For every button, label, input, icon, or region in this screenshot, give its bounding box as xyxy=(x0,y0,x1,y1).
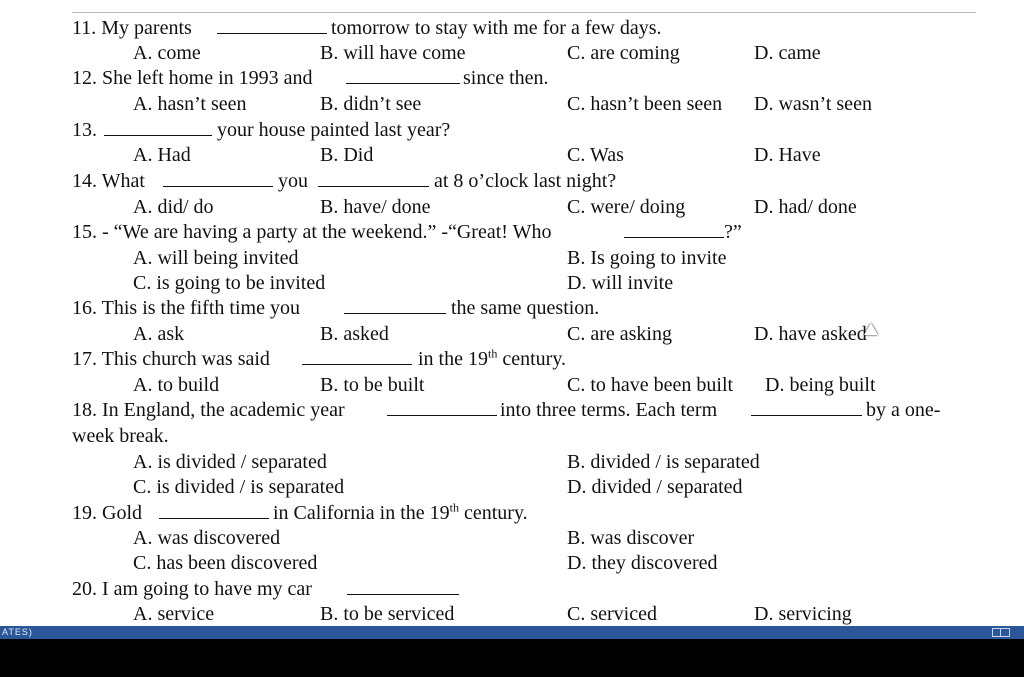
question-text-tail: century. xyxy=(497,348,567,370)
question-text: 19. Gold xyxy=(72,502,142,524)
answer-option: B. Is going to invite xyxy=(567,247,727,269)
question-text: week break. xyxy=(72,425,169,447)
answer-option: A. service xyxy=(133,603,215,625)
question-text: 12. She left home in 1993 and xyxy=(72,67,313,89)
answer-blank xyxy=(217,17,327,34)
answer-option: D. wasn’t seen xyxy=(754,93,872,115)
question-text: in California in the 19th century. xyxy=(273,500,528,524)
answer-option: D. Have xyxy=(754,144,821,166)
question-text xyxy=(300,348,414,370)
answer-option: B. was discover xyxy=(567,527,695,549)
answer-option: A. hasn’t seen xyxy=(133,93,247,115)
answer-blank xyxy=(159,502,269,519)
question-text: by a one- xyxy=(866,399,941,421)
question-text: the same question. xyxy=(451,297,600,319)
question-text: your house painted last year? xyxy=(217,119,451,141)
read-mode-icon[interactable] xyxy=(992,628,1010,637)
question-text: 16. This is the fifth time you xyxy=(72,297,300,319)
question-text: 14. What xyxy=(72,170,145,192)
answer-option: B. to be built xyxy=(320,374,425,396)
answer-option: A. come xyxy=(133,42,201,64)
answer-option: C. to have been built xyxy=(567,374,734,396)
answer-option: B. didn’t see xyxy=(320,93,422,115)
mouse-cursor-icon xyxy=(864,323,878,335)
question-text xyxy=(622,221,726,243)
superscript: th xyxy=(449,500,459,515)
question-text xyxy=(157,502,271,524)
answer-option: C. serviced xyxy=(567,603,657,625)
answer-option: D. servicing xyxy=(754,603,852,625)
question-text: tomorrow to stay with me for a few days. xyxy=(331,17,662,39)
answer-option: A. did/ do xyxy=(133,196,214,218)
question-text: in the 19th century. xyxy=(418,346,567,370)
answer-option: A. will being invited xyxy=(133,247,299,269)
answer-blank xyxy=(104,119,212,136)
answer-option: C. were/ doing xyxy=(567,196,686,218)
answer-option: D. they discovered xyxy=(567,552,718,574)
answer-blank xyxy=(624,221,724,238)
header-rule xyxy=(72,12,976,13)
question-text: 11. My parents xyxy=(72,17,192,39)
answer-option: A. to build xyxy=(133,374,220,396)
question-text: 18. In England, the academic year xyxy=(72,399,345,421)
answer-option: C. is divided / is separated xyxy=(133,476,345,498)
answer-blank xyxy=(344,297,446,314)
question-text xyxy=(385,399,499,421)
answer-blank xyxy=(318,170,429,187)
answer-blank xyxy=(302,348,412,365)
answer-option: C. are asking xyxy=(567,323,672,345)
answer-option: D. being built xyxy=(765,374,876,396)
question-text-tail: century. xyxy=(458,502,528,524)
question-text xyxy=(342,297,448,319)
question-text xyxy=(316,170,431,192)
answer-option: B. divided / is separated xyxy=(567,451,760,473)
question-text xyxy=(749,399,864,421)
question-text xyxy=(102,119,214,141)
question-text xyxy=(345,578,461,600)
answer-blank xyxy=(751,399,862,416)
question-text: ?” xyxy=(724,221,742,243)
answer-blank xyxy=(163,170,273,187)
answer-option: A. was discovered xyxy=(133,527,281,549)
answer-option: D. came xyxy=(754,42,821,64)
question-text: 13. xyxy=(72,119,97,141)
answer-option: C. are coming xyxy=(567,42,680,64)
question-text: 15. - “We are having a party at the weekend.” -“Great! Who xyxy=(72,221,552,243)
question-text: 17. This church was said xyxy=(72,348,270,370)
answer-option: B. Did xyxy=(320,144,374,166)
answer-blank xyxy=(346,67,460,84)
question-text xyxy=(161,170,275,192)
answer-option: A. Had xyxy=(133,144,191,166)
answer-option: A. is divided / separated xyxy=(133,451,327,473)
answer-option: D. had/ done xyxy=(754,196,857,218)
answer-option: C. has been discovered xyxy=(133,552,318,574)
answer-option: B. will have come xyxy=(320,42,466,64)
answer-blank xyxy=(347,578,459,595)
question-text xyxy=(215,17,329,39)
superscript: th xyxy=(488,346,498,361)
answer-option: C. is going to be invited xyxy=(133,272,326,294)
answer-option: B. have/ done xyxy=(320,196,431,218)
question-text: at 8 o’clock last night? xyxy=(434,170,617,192)
status-bar xyxy=(0,626,1024,639)
question-text xyxy=(344,67,462,89)
answer-option: B. to be serviced xyxy=(320,603,455,625)
answer-option: D. have asked xyxy=(754,323,867,345)
question-text: into three terms. Each term xyxy=(500,399,718,421)
answer-option: D. will invite xyxy=(567,272,674,294)
status-text: ATES) xyxy=(2,627,33,637)
answer-option: D. divided / separated xyxy=(567,476,743,498)
question-text: since then. xyxy=(463,67,549,89)
answer-option: B. asked xyxy=(320,323,389,345)
answer-blank xyxy=(387,399,497,416)
answer-option: A. ask xyxy=(133,323,185,345)
answer-option: C. hasn’t been seen xyxy=(567,93,723,115)
question-text: you xyxy=(278,170,308,192)
question-text: 20. I am going to have my car xyxy=(72,578,312,600)
answer-option: C. Was xyxy=(567,144,624,166)
